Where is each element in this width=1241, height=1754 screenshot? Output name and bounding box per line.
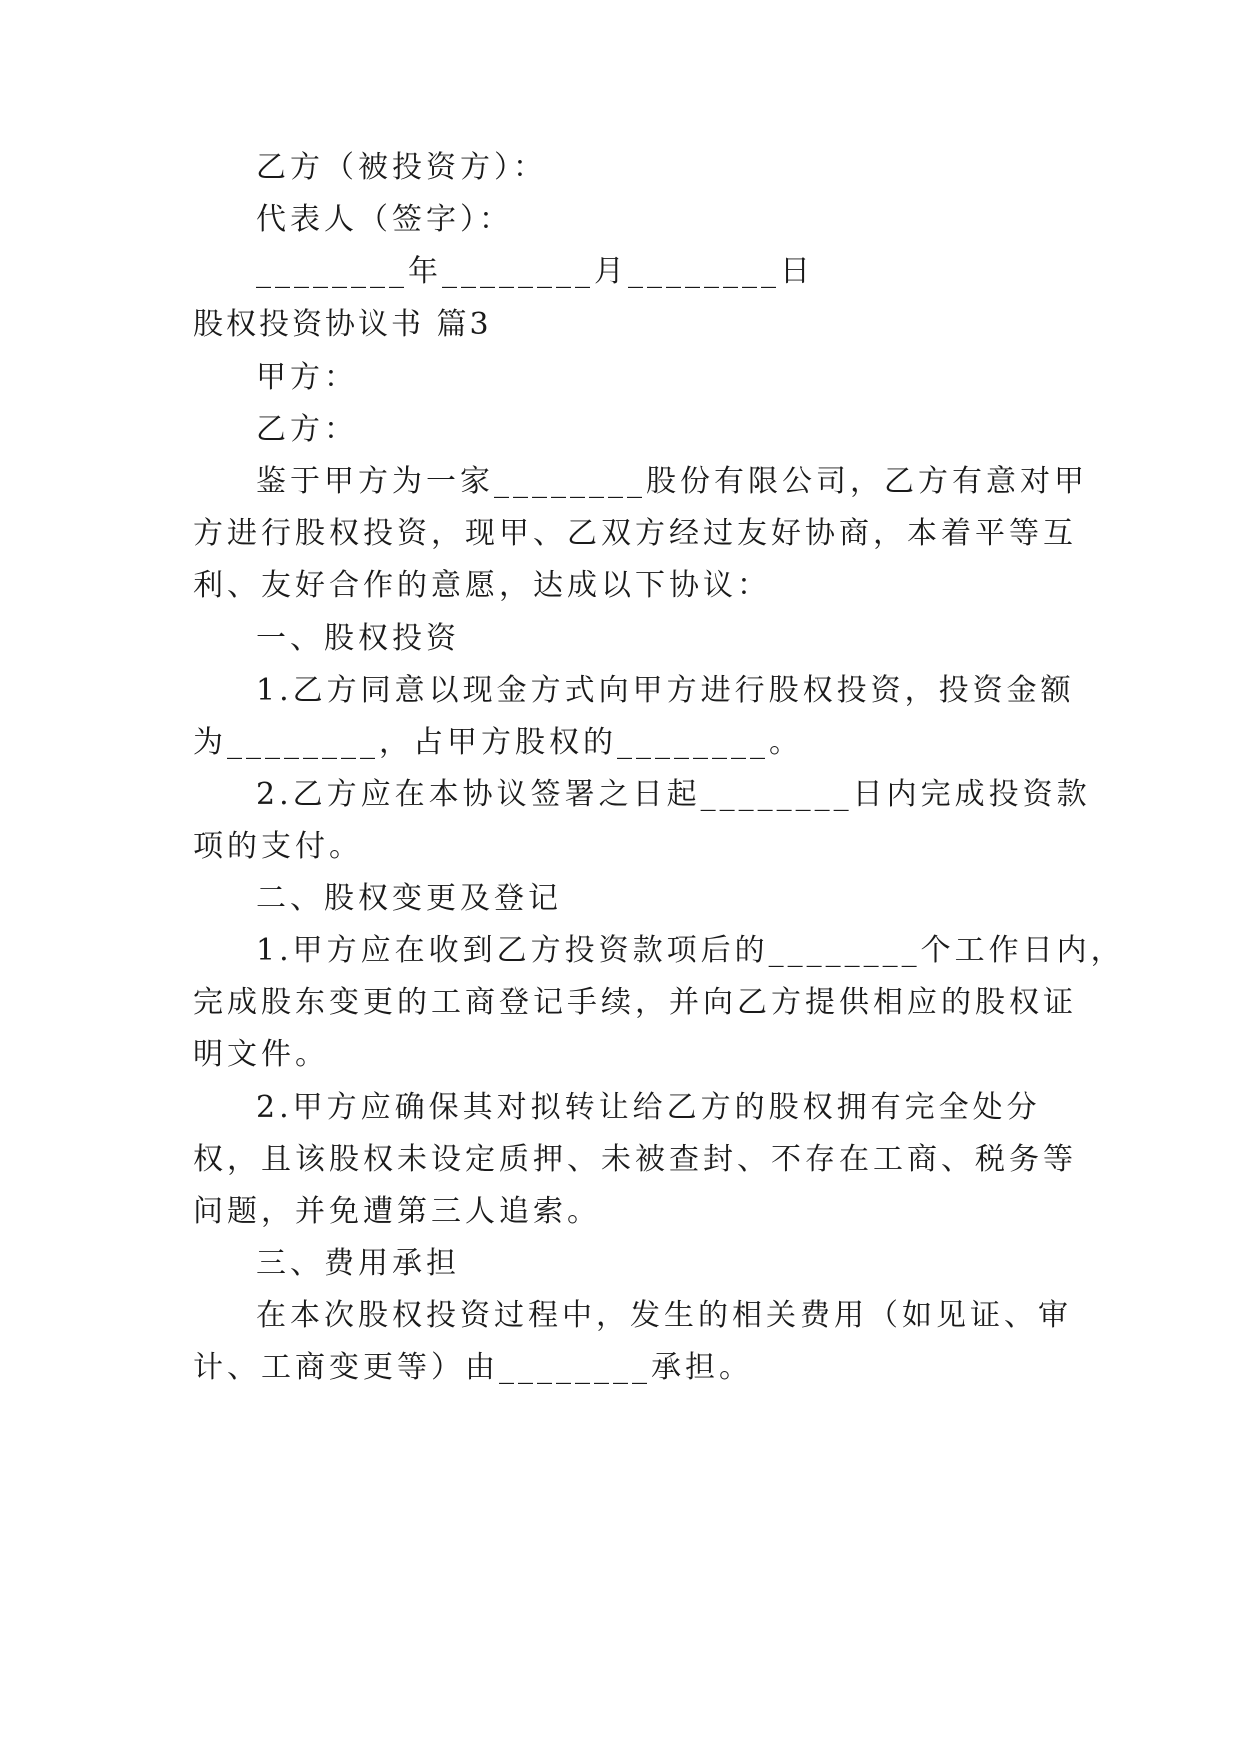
clause-2-2-line-1: 2.甲方应确保其对拟转让给乙方的股权拥有完全处分 [256, 1090, 1041, 1125]
clause-1-1-line-2: 为________，占甲方股权的________。 [193, 725, 803, 760]
clause-1-1-line-1: 1.乙方同意以现金方式向甲方进行股权投资，投资金额 [256, 673, 1075, 708]
clause-1-2-line-2: 项的支付。 [193, 829, 363, 864]
party-b-label: 乙方（被投资方）： [256, 150, 547, 185]
party-b-line: 乙方： [256, 412, 358, 447]
clause-3-line-2: 计、工商变更等）由________承担。 [193, 1350, 753, 1385]
representative-signature: 代表人（签字）： [256, 202, 513, 237]
clause-2-1-line-1: 1.甲方应在收到乙方投资款项后的________个工作日内， [256, 933, 1125, 968]
clause-2-2-line-3: 问题，并免遭第三人追索。 [193, 1194, 601, 1229]
clause-heading-2: 二、股权变更及登记 [256, 881, 562, 916]
clause-3-line-1: 在本次股权投资过程中，发生的相关费用（如见证、审 [256, 1298, 1072, 1333]
preamble-line-3: 利、友好合作的意愿，达成以下协议： [193, 568, 771, 603]
date-line: ________年________月________日 [256, 254, 814, 289]
clause-2-1-line-3: 明文件。 [193, 1037, 329, 1072]
party-a-line: 甲方： [256, 360, 358, 395]
clause-2-1-line-2: 完成股东变更的工商登记手续，并向乙方提供相应的股权证 [193, 985, 1077, 1020]
clause-heading-1: 一、股权投资 [256, 621, 460, 656]
clause-2-2-line-2: 权，且该股权未设定质押、未被查封、不存在工商、税务等 [193, 1142, 1077, 1177]
clause-heading-3: 三、费用承担 [256, 1246, 460, 1281]
section-title: 股权投资协议书 篇3 [193, 307, 492, 342]
preamble-line-2: 方进行股权投资，现甲、乙双方经过友好协商，本着平等互 [193, 516, 1077, 551]
preamble-line-1: 鉴于甲方为一家________股份有限公司，乙方有意对甲 [256, 464, 1088, 499]
clause-1-2-line-1: 2.乙方应在本协议签署之日起________日内完成投资款 [256, 777, 1091, 812]
